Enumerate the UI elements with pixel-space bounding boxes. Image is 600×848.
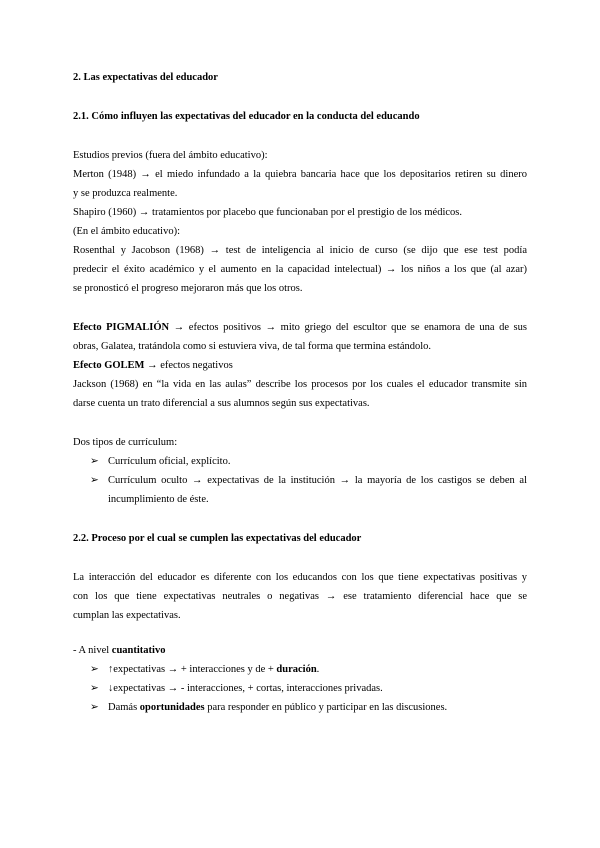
bullet-arrow-icon: ➢ bbox=[90, 456, 99, 467]
opportunities-text: para responder en público y participar en las discusiones. bbox=[204, 702, 448, 713]
pygmalion-text: → efectos positivos → mito griego del escultor que se enamora de una de sus bbox=[169, 322, 527, 333]
paragraph-educational-scope: (En el ámbito educativo): bbox=[73, 226, 181, 237]
pygmalion-term: Efecto PIGMALIÓN bbox=[73, 322, 170, 333]
merton-line-1: Merton (1948) → el miedo infundado a la quiebra bancaria hace que los depositarios retiren su dinero bbox=[73, 169, 527, 180]
duration-term: duración bbox=[276, 664, 317, 675]
interaction-line-3: cumplan las expectativas. bbox=[73, 610, 181, 621]
golem-term: Efecto GOLEM bbox=[73, 360, 145, 371]
golem-line bbox=[73, 360, 233, 372]
rosenthal-line-2: predecir el éxito académico y el aumento en la capacidad intelectual) → los niños a los que (al azar) bbox=[73, 264, 527, 275]
merton-line-2: y se produzca realmente. bbox=[73, 188, 178, 199]
bullet-arrow-icon: ➢ bbox=[90, 475, 99, 486]
high-expectations-item bbox=[108, 664, 319, 676]
bullet-arrow-icon: ➢ bbox=[90, 702, 99, 713]
low-expectations-item: ↓expectativas → - interacciones, + cortas, interacciones privadas. bbox=[108, 683, 383, 694]
opportunities-term: oportunidades bbox=[139, 702, 205, 713]
quantitative-heading bbox=[73, 645, 165, 657]
rosenthal-line-3: se pronosticó el progreso mejoraron más que los otros. bbox=[73, 283, 303, 294]
interaction-line-2: con los que tiene expectativas neutrales o negativas → ese tratamiento diferencial hace que se bbox=[73, 591, 527, 602]
curriculum-hidden-line-2: incumplimiento de éste. bbox=[108, 494, 209, 505]
quantitative-prefix: - A nivel bbox=[73, 645, 112, 656]
high-expectations-end: . bbox=[316, 664, 320, 675]
jackson-line-1: Jackson (1968) en “la vida en las aulas” describe los procesos por los cuales el educador transmite sin bbox=[73, 379, 527, 390]
subsection-2-2-title: 2.2. Proceso por el cual se cumplen las expectativas del educador bbox=[73, 533, 362, 544]
high-expectations-text: ↑expectativas → + interacciones y de + bbox=[108, 664, 277, 675]
pygmalion-line-1 bbox=[73, 322, 527, 334]
pygmalion-line-2: obras, Galatea, tratándola como si estuviera viva, de tal forma que termina estándolo. bbox=[73, 341, 432, 352]
curriculum-official: Currículum oficial, explícito. bbox=[108, 456, 231, 467]
section-title: 2. Las expectativas del educador bbox=[73, 72, 218, 83]
jackson-line-2: darse cuenta un trato diferencial a sus alumnos según sus expectativas. bbox=[73, 398, 370, 409]
subsection-2-1-title: 2.1. Cómo influyen las expectativas del educador en la conducta del educando bbox=[73, 111, 420, 122]
bullet-arrow-icon: ➢ bbox=[90, 683, 99, 694]
paragraph-previous-studies: Estudios previos (fuera del ámbito educativo): bbox=[73, 150, 268, 161]
rosenthal-line-1: Rosenthal y Jacobson (1968) → test de inteligencia al inicio de curso (se dijo que ese test podía bbox=[73, 245, 527, 256]
opportunities-item bbox=[108, 702, 447, 714]
shapiro-line: Shapiro (1960) → tratamientos por placebo que funcionaban por el prestigio de los médicos. bbox=[73, 207, 462, 218]
curriculum-intro: Dos tipos de currículum: bbox=[73, 437, 178, 448]
quantitative-term: cuantitativo bbox=[111, 645, 166, 656]
curriculum-hidden-line-1: Currículum oculto → expectativas de la institución → la mayoría de los castigos se deben al bbox=[108, 475, 527, 486]
interaction-line-1: La interacción del educador es diferente con los educandos con los que tiene expectativas positivas y bbox=[73, 572, 527, 583]
bullet-arrow-icon: ➢ bbox=[90, 664, 99, 675]
opportunities-prefix: Damás bbox=[108, 702, 140, 713]
golem-text: → efectos negativos bbox=[144, 360, 233, 371]
